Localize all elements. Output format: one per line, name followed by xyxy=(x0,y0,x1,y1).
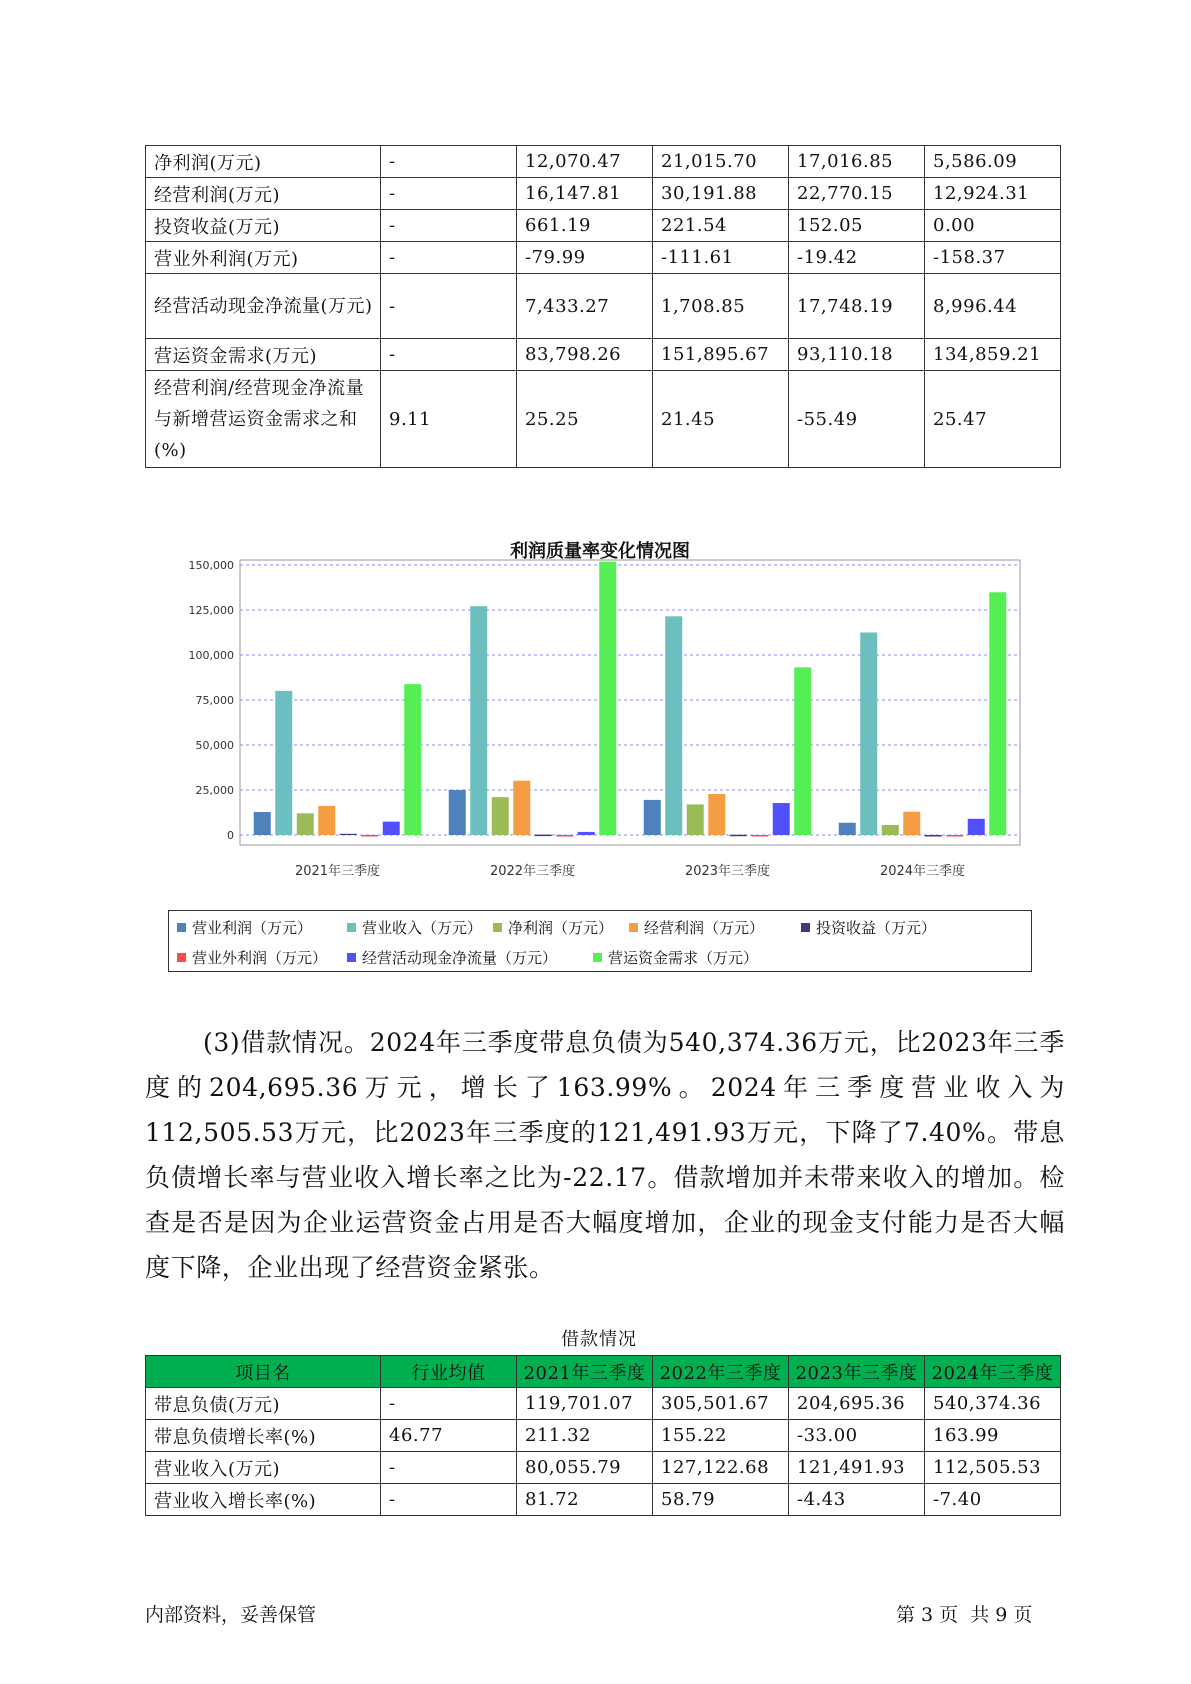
bar xyxy=(578,832,595,835)
value-cell: 93,110.18 xyxy=(789,339,925,371)
bar xyxy=(903,812,920,835)
table-header-row xyxy=(146,1356,1061,1388)
loan-table xyxy=(145,1355,1061,1516)
value-cell: 661.19 xyxy=(517,210,653,242)
table-row xyxy=(146,210,1061,242)
industry-avg-cell: - xyxy=(381,1388,517,1420)
y-tick-label: 150,000 xyxy=(188,559,234,572)
header-cell: 2024年三季度 xyxy=(925,1356,1061,1388)
legend-label: 净利润（万元） xyxy=(508,919,614,937)
industry-avg-cell: - xyxy=(381,178,517,210)
value-cell: 17,748.19 xyxy=(789,274,925,339)
legend-label: 营运资金需求（万元） xyxy=(608,949,759,967)
value-cell: -79.99 xyxy=(517,242,653,274)
value-cell: 119,701.07 xyxy=(517,1388,653,1420)
value-cell: 163.99 xyxy=(925,1420,1061,1452)
industry-avg-cell: - xyxy=(381,146,517,178)
value-cell: 127,122.68 xyxy=(653,1452,789,1484)
row-label: 经营利润(万元) xyxy=(146,178,381,210)
legend-swatch xyxy=(177,953,186,962)
legend-swatch xyxy=(629,923,638,932)
industry-avg-cell: - xyxy=(381,274,517,339)
value-cell: 12,070.47 xyxy=(517,146,653,178)
value-cell: 81.72 xyxy=(517,1484,653,1516)
footer-note: 内部资料，妥善保管 xyxy=(145,1604,317,1626)
legend-swatch xyxy=(347,953,356,962)
table-row xyxy=(146,1452,1061,1484)
y-tick-label: 25,000 xyxy=(195,784,234,797)
industry-avg-cell: - xyxy=(381,242,517,274)
bar xyxy=(254,812,271,835)
value-cell: -111.61 xyxy=(653,242,789,274)
value-cell: 80,055.79 xyxy=(517,1452,653,1484)
row-label: 营业收入(万元) xyxy=(146,1452,381,1484)
bar xyxy=(318,806,335,835)
legend-label: 营业外利润（万元） xyxy=(192,949,328,967)
industry-avg-cell: - xyxy=(381,339,517,371)
legend-swatch xyxy=(801,923,810,932)
value-cell: -55.49 xyxy=(789,371,925,468)
bar xyxy=(708,794,725,835)
legend-label: 营业利润（万元） xyxy=(192,919,313,937)
y-tick-label: 0 xyxy=(227,829,234,842)
bar xyxy=(644,800,661,835)
legend-item xyxy=(347,947,557,968)
y-tick-label: 50,000 xyxy=(195,739,234,752)
bar xyxy=(882,825,899,835)
bar xyxy=(470,606,487,835)
value-cell: 8,996.44 xyxy=(925,274,1061,339)
row-label: 经营利润/经营现金净流量与新增营运资金需求之和(%) xyxy=(146,371,381,468)
bar xyxy=(773,803,790,835)
value-cell: -7.40 xyxy=(925,1484,1061,1516)
value-cell: 1,708.85 xyxy=(653,274,789,339)
bar xyxy=(968,819,985,835)
y-tick-label: 75,000 xyxy=(195,694,234,707)
bar xyxy=(599,562,616,835)
header-cell: 项目名 xyxy=(146,1356,381,1388)
bar xyxy=(449,790,466,835)
value-cell: 16,147.81 xyxy=(517,178,653,210)
value-cell: 0.00 xyxy=(925,210,1061,242)
value-cell: 22,770.15 xyxy=(789,178,925,210)
chart-svg xyxy=(160,525,1040,905)
value-cell: 204,695.36 xyxy=(789,1388,925,1420)
bar xyxy=(946,835,963,837)
header-cell: 2022年三季度 xyxy=(653,1356,789,1388)
bar xyxy=(751,835,768,837)
value-cell: -19.42 xyxy=(789,242,925,274)
legend-item xyxy=(801,917,936,938)
bar xyxy=(839,823,856,835)
legend-label: 营业收入（万元） xyxy=(362,919,483,937)
legend-label: 经营利润（万元） xyxy=(644,919,765,937)
plot-area xyxy=(240,560,1020,845)
loan-table-caption: 借款情况 xyxy=(561,1329,637,1350)
value-cell: 112,505.53 xyxy=(925,1452,1061,1484)
bar xyxy=(297,813,314,835)
legend-swatch xyxy=(347,923,356,932)
industry-avg-cell: - xyxy=(381,1484,517,1516)
value-cell: 134,859.21 xyxy=(925,339,1061,371)
row-label: 带息负债增长率(%) xyxy=(146,1420,381,1452)
row-label: 带息负债(万元) xyxy=(146,1388,381,1420)
value-cell: 151,895.67 xyxy=(653,339,789,371)
value-cell: 155.22 xyxy=(653,1420,789,1452)
bar xyxy=(492,797,509,835)
page-number: 第 3 页 共 9 页 xyxy=(896,1604,1033,1626)
chart-legend xyxy=(168,910,1032,972)
legend-label: 投资收益（万元） xyxy=(816,919,937,937)
value-cell: 221.54 xyxy=(653,210,789,242)
row-label: 营运资金需求(万元) xyxy=(146,339,381,371)
row-label: 投资收益(万元) xyxy=(146,210,381,242)
value-cell: 58.79 xyxy=(653,1484,789,1516)
value-cell: 211.32 xyxy=(517,1420,653,1452)
value-cell: 21,015.70 xyxy=(653,146,789,178)
x-tick-label: 2023年三季度 xyxy=(684,864,771,879)
bar xyxy=(556,835,573,837)
legend-item xyxy=(493,917,613,938)
bar xyxy=(665,616,682,835)
legend-item xyxy=(347,917,482,938)
table-row xyxy=(146,371,1061,468)
bar xyxy=(794,667,811,835)
legend-item xyxy=(629,917,764,938)
value-cell: 25.25 xyxy=(517,371,653,468)
table-row xyxy=(146,1388,1061,1420)
row-label: 经营活动现金净流量(万元) xyxy=(146,274,381,339)
header-cell: 2021年三季度 xyxy=(517,1356,653,1388)
x-tick-label: 2022年三季度 xyxy=(489,864,576,879)
bar xyxy=(535,835,552,837)
bar xyxy=(383,822,400,835)
table-row xyxy=(146,274,1061,339)
header-cell: 行业均值 xyxy=(381,1356,517,1388)
bar xyxy=(513,781,530,835)
loan-paragraph: (3)借款情况。2024年三季度带息负债为540,374.36万元，比2023年三季度的204,695.36万元，增长了163.99%。2024年三季度营业收入为112,505.53万元，比2023年三季度的121,491.93万元，下降了7.40%。带息负债增长率与营业收入增长率之比为-22.17。借款增加并未带来收入的增加。检查是否是因为企业运营资金占用是否大幅度增加，企业的现金支付能力是否大幅度下降，企业出现了经营资金紧张。 xyxy=(145,1028,1065,1282)
x-tick-label: 2024年三季度 xyxy=(879,864,966,879)
value-cell: -33.00 xyxy=(789,1420,925,1452)
value-cell: 25.47 xyxy=(925,371,1061,468)
profit-data-table xyxy=(145,145,1061,468)
legend-item xyxy=(177,947,327,968)
value-cell: 540,374.36 xyxy=(925,1388,1061,1420)
value-cell: 305,501.67 xyxy=(653,1388,789,1420)
table-row xyxy=(146,242,1061,274)
table-row xyxy=(146,146,1061,178)
row-label: 营业外利润(万元) xyxy=(146,242,381,274)
bar xyxy=(989,592,1006,835)
legend-swatch xyxy=(593,953,602,962)
legend-item xyxy=(593,947,758,968)
value-cell: 121,491.93 xyxy=(789,1452,925,1484)
bar xyxy=(275,691,292,835)
bar xyxy=(860,632,877,835)
value-cell: 21.45 xyxy=(653,371,789,468)
profit-quality-chart xyxy=(160,525,1040,975)
value-cell: 83,798.26 xyxy=(517,339,653,371)
value-cell: -4.43 xyxy=(789,1484,925,1516)
industry-avg-cell: 9.11 xyxy=(381,371,517,468)
table-row xyxy=(146,339,1061,371)
table-row xyxy=(146,1420,1061,1452)
table-row xyxy=(146,178,1061,210)
value-cell: -158.37 xyxy=(925,242,1061,274)
bar xyxy=(925,835,942,837)
legend-item xyxy=(177,917,312,938)
value-cell: 12,924.31 xyxy=(925,178,1061,210)
legend-label: 经营活动现金净流量（万元） xyxy=(362,949,558,967)
value-cell: 152.05 xyxy=(789,210,925,242)
x-tick-label: 2021年三季度 xyxy=(294,864,381,879)
y-tick-label: 100,000 xyxy=(188,649,234,662)
industry-avg-cell: - xyxy=(381,1452,517,1484)
row-label: 营业收入增长率(%) xyxy=(146,1484,381,1516)
legend-swatch xyxy=(177,923,186,932)
industry-avg-cell: 46.77 xyxy=(381,1420,517,1452)
value-cell: 5,586.09 xyxy=(925,146,1061,178)
bar xyxy=(340,834,357,835)
value-cell: 17,016.85 xyxy=(789,146,925,178)
chart-title: 利润质量率变化情况图 xyxy=(510,541,690,562)
bar xyxy=(687,804,704,835)
table-row xyxy=(146,1484,1061,1516)
bar xyxy=(730,835,747,837)
bar xyxy=(361,835,378,837)
row-label: 净利润(万元) xyxy=(146,146,381,178)
legend-swatch xyxy=(493,923,502,932)
header-cell: 2023年三季度 xyxy=(789,1356,925,1388)
industry-avg-cell: - xyxy=(381,210,517,242)
y-tick-label: 125,000 xyxy=(188,604,234,617)
value-cell: 7,433.27 xyxy=(517,274,653,339)
value-cell: 30,191.88 xyxy=(653,178,789,210)
bar xyxy=(404,684,421,835)
